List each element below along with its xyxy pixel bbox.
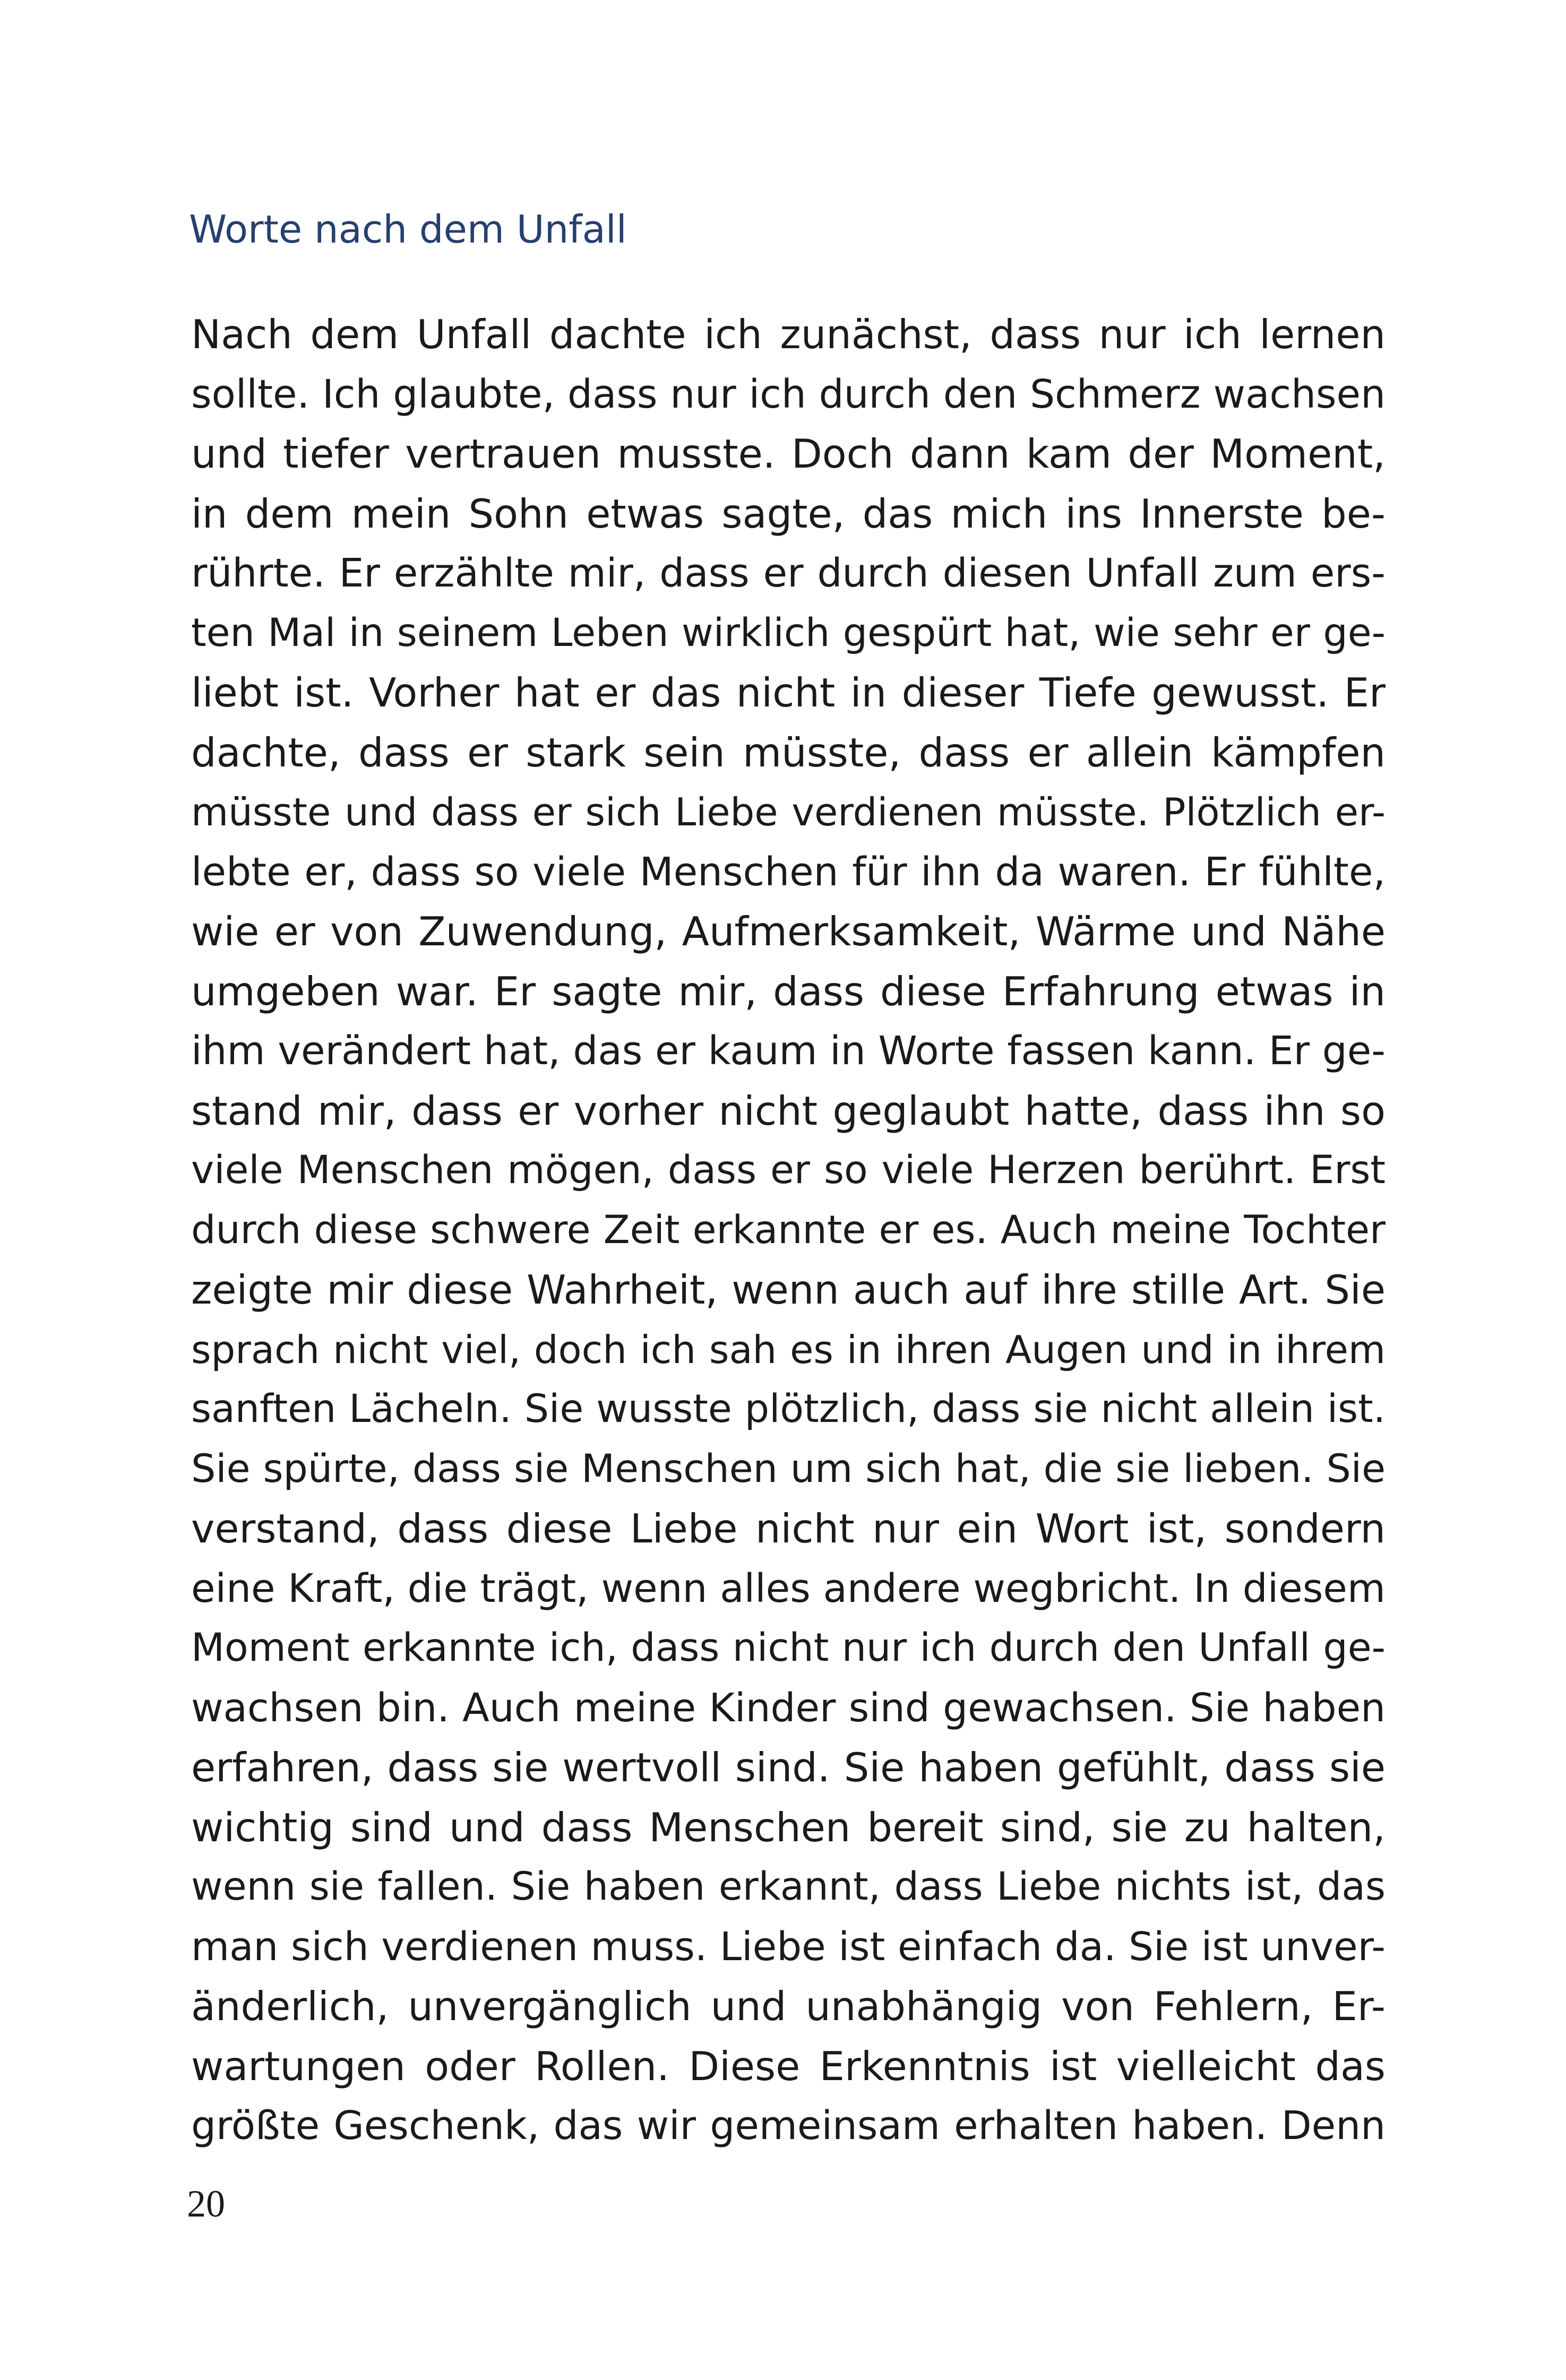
text-line: eine Kraft, die trägt, wenn alles andere wegbricht. In diesem <box>191 1565 1386 1611</box>
text-line: zeigte mir diese Wahrheit, wenn auch auf ihre stille Art. Sie <box>191 1266 1386 1313</box>
text-line: sanften Lächeln. Sie wusste plötzlich, dass sie nicht allein ist. <box>191 1386 1386 1432</box>
text-line: müsste und dass er sich Liebe verdienen müsste. Plötzlich er- <box>191 790 1386 834</box>
text-line: in dem mein Sohn etwas sagte, das mich ins Innerste be- <box>191 490 1386 537</box>
text-line: und tiefer vertrauen musste. Doch dann kam der Moment, <box>191 430 1386 477</box>
text-line: ihm verändert hat, das er kaum in Worte fassen kann. Er ge- <box>191 1028 1386 1074</box>
text-line: liebt ist. Vorher hat er das nicht in dieser Tiefe gewusst. Er <box>191 669 1386 716</box>
text-line: man sich verdienen muss. Liebe ist einfach da. Sie ist unver- <box>191 1924 1386 1970</box>
text-line: sprach nicht viel, doch ich sah es in ihren Augen und in ihrem <box>191 1327 1386 1372</box>
page-number: 20 <box>187 2183 225 2225</box>
text-line: erfahren, dass sie wertvoll sind. Sie haben gefühlt, dass sie <box>191 1744 1386 1791</box>
text-line: wachsen bin. Auch meine Kinder sind gewachsen. Sie haben <box>191 1685 1386 1731</box>
text-line: durch diese schwere Zeit erkannte er es. Auch meine Tochter <box>191 1207 1386 1253</box>
text-line: ten Mal in seinem Leben wirklich gespürt hat, wie sehr er ge- <box>191 610 1386 656</box>
text-line: Sie spürte, dass sie Menschen um sich hat, die sie lieben. Sie <box>191 1446 1386 1491</box>
text-line: Moment erkannte ich, dass nicht nur ich durch den Unfall ge- <box>191 1625 1386 1670</box>
text-line: viele Menschen mögen, dass er so viele Herzen berührt. Erst <box>191 1148 1386 1193</box>
text-line: verstand, dass diese Liebe nicht nur ein Wort ist, sondern <box>191 1505 1386 1552</box>
text-line: rührte. Er erzählte mir, dass er durch diesen Unfall zum ers- <box>191 550 1386 596</box>
text-line: größte Geschenk, das wir gemeinsam erhalten haben. Denn <box>191 2103 1386 2149</box>
text-line: änderlich, unvergänglich und unabhängig von Fehlern, Er- <box>191 1983 1386 2030</box>
text-line: Nach dem Unfall dachte ich zunächst, dass nur ich lernen <box>191 311 1386 358</box>
text-line: dachte, dass er stark sein müsste, dass er allein kämpfen <box>191 729 1386 776</box>
chapter-title: Worte nach dem Unfall <box>189 207 627 252</box>
body-text <box>191 305 1386 2156</box>
text-line: lebte er, dass so viele Menschen für ihn da waren. Er fühlte, <box>191 849 1386 895</box>
text-line: wichtig sind und dass Menschen bereit sind, sie zu halten, <box>191 1804 1386 1851</box>
text-line: wie er von Zuwendung, Aufmerksamkeit, Wärme und Nähe <box>191 908 1386 955</box>
text-line: wenn sie fallen. Sie haben erkannt, dass Liebe nichts ist, das <box>191 1864 1386 1909</box>
text-line: umgeben war. Er sagte mir, dass diese Erfahrung etwas in <box>191 968 1386 1015</box>
text-line: stand mir, dass er vorher nicht geglaubt hatte, dass ihn so <box>191 1087 1386 1134</box>
text-line: sollte. Ich glaubte, dass nur ich durch den Schmerz wachsen <box>191 371 1386 417</box>
text-line: wartungen oder Rollen. Diese Erkenntnis ist vielleicht das <box>191 2042 1386 2090</box>
